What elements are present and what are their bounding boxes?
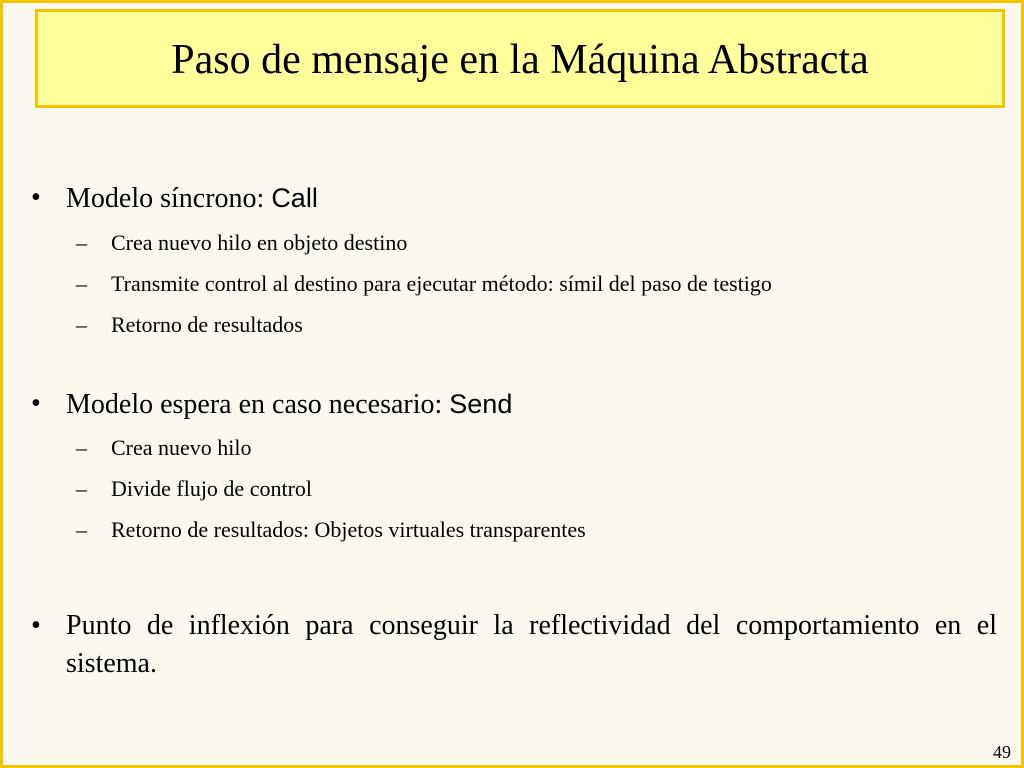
slide-title: Paso de mensaje en la Máquina Abstracta	[171, 36, 869, 83]
bullet-1-label: Modelo síncrono:	[66, 183, 272, 214]
sub-text: Divide flujo de control	[111, 476, 313, 501]
sub-text: Crea nuevo hilo	[111, 435, 252, 460]
bullet-marker: •	[31, 610, 41, 641]
sub-text: Retorno de resultados	[111, 312, 303, 337]
sub-marker: –	[76, 517, 87, 542]
bullet-marker: •	[31, 388, 41, 419]
bullet-3-text: Punto de inflexión para conseguir la reflectividad del comportamiento en el sistema.	[66, 610, 997, 679]
page-number: 49	[993, 742, 1011, 762]
sub-text: Retorno de resultados: Objetos virtuales transparentes	[111, 517, 586, 542]
bullet-1-text	[66, 181, 318, 216]
bullet-2-text	[66, 387, 512, 422]
bullet-2-keyword: Send	[449, 389, 513, 419]
bullet-2-label: Modelo espera en caso necesario:	[66, 389, 450, 420]
slide-body	[3, 3, 1021, 765]
sub-marker: –	[76, 435, 87, 460]
sub-text: Crea nuevo hilo en objeto destino	[111, 230, 408, 255]
bullet-marker: •	[31, 182, 41, 213]
sub-marker: –	[76, 271, 87, 296]
sub-marker: –	[76, 476, 87, 501]
sub-marker: –	[76, 230, 87, 255]
sub-text: Transmite control al destino para ejecutar método: símil del paso de testigo	[111, 271, 772, 296]
sub-marker: –	[76, 312, 87, 337]
bullet-1-keyword: Call	[271, 183, 318, 213]
